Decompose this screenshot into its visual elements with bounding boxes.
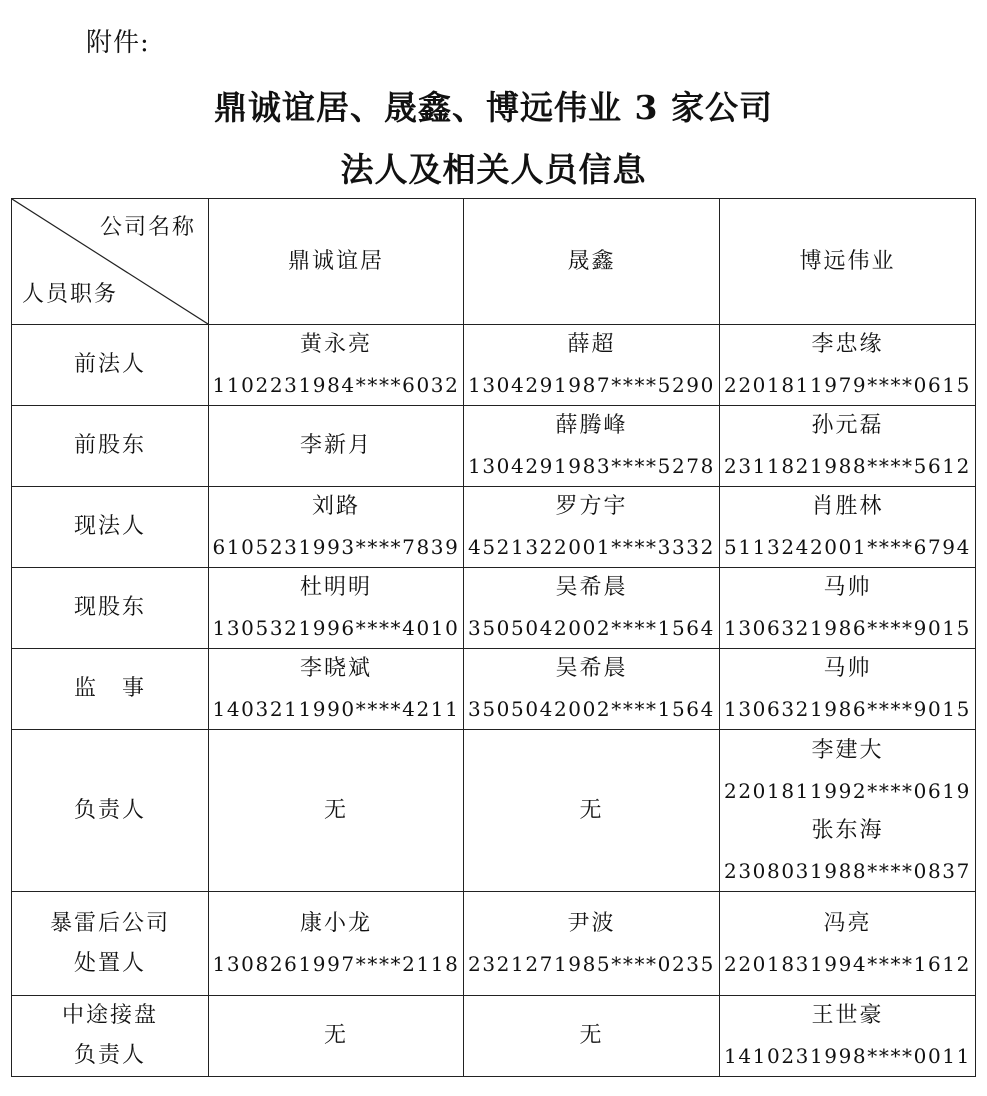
person-cell — [720, 649, 976, 730]
person-cell — [464, 406, 720, 487]
person-cell — [464, 325, 720, 406]
person-name: 罗方宇 — [555, 494, 628, 519]
person-cell — [209, 325, 464, 406]
person-cell — [209, 996, 464, 1077]
person-cell — [720, 406, 976, 487]
id-number: 4521322001****3332 — [468, 535, 715, 559]
role-label-line: 现法人 — [73, 514, 146, 539]
id-number: 1410231998****0011 — [724, 1044, 971, 1068]
id-number: 2201811979****0615 — [724, 373, 971, 397]
person-name: 吴希晨 — [555, 575, 628, 600]
table-row — [12, 325, 976, 406]
company-header-boyuan: 博远伟业 — [720, 199, 976, 325]
person-name: 康小龙 — [299, 910, 372, 936]
row-role-label — [12, 996, 209, 1077]
id-number: 1305321996****4010 — [212, 616, 460, 640]
id-number: 1304291983****5278 — [468, 454, 715, 478]
id-number: 2321271985****0235 — [468, 951, 715, 976]
person-cell — [209, 649, 464, 730]
person-cell — [720, 730, 976, 892]
table-row — [12, 730, 976, 892]
role-label-line: 负责人 — [73, 797, 146, 823]
id-number: 1308261997****2118 — [212, 951, 460, 976]
person-cell — [720, 568, 976, 649]
person-cell — [720, 487, 976, 568]
role-label-line: 中途接盘 — [61, 1003, 158, 1028]
id-number: 2311821988****5612 — [724, 454, 971, 478]
id-number: 1102231984****6032 — [212, 373, 460, 397]
table-row — [12, 649, 976, 730]
person-cell — [209, 487, 464, 568]
id-number: 6105231993****7839 — [212, 535, 460, 559]
personnel-role-header: 人员职务 — [22, 282, 119, 307]
person-name: 尹波 — [567, 910, 616, 936]
person-name: 黄永亮 — [299, 332, 372, 357]
id-number: 1306321986****9015 — [724, 616, 971, 640]
person-cell — [209, 568, 464, 649]
person-name: 张东海 — [811, 817, 884, 843]
row-role-label — [12, 487, 209, 568]
table-row — [12, 568, 976, 649]
person-name: 李晓斌 — [299, 656, 372, 681]
person-name: 王世豪 — [811, 1003, 884, 1028]
id-number: 1306321986****9015 — [724, 697, 971, 721]
table-row — [12, 487, 976, 568]
no-person-text: 李新月 — [299, 433, 372, 458]
person-cell — [209, 892, 464, 996]
person-name: 李忠缘 — [811, 332, 884, 357]
table-row — [12, 996, 976, 1077]
person-name: 冯亮 — [823, 910, 872, 936]
role-label-line: 处置人 — [73, 950, 146, 976]
id-number: 2308031988****0837 — [724, 858, 971, 883]
role-label-line: 暴雷后公司 — [49, 910, 170, 936]
id-number: 5113242001****6794 — [724, 535, 971, 559]
person-cell — [464, 996, 720, 1077]
table-row — [12, 406, 976, 487]
role-label-line: 现股东 — [73, 595, 146, 620]
row-role-label — [12, 325, 209, 406]
id-number: 1304291987****5290 — [468, 373, 715, 397]
role-label-line: 前股东 — [73, 433, 146, 458]
company-header-shengxin: 晟鑫 — [464, 199, 720, 325]
document-title-line-1: 鼎诚谊居、晟鑫、博远伟业 3 家公司 — [214, 88, 773, 127]
no-person-text: 无 — [323, 1023, 348, 1048]
person-name: 李建大 — [811, 737, 884, 763]
person-name: 薛腾峰 — [555, 413, 628, 438]
company-name-header: 公司名称 — [99, 215, 196, 240]
id-number: 1403211990****4211 — [212, 697, 460, 721]
role-label-line: 监 事 — [73, 676, 146, 701]
person-cell — [464, 487, 720, 568]
no-person-text: 无 — [323, 797, 348, 823]
no-person-text: 无 — [579, 797, 604, 823]
header-row — [12, 199, 976, 325]
person-cell — [209, 406, 464, 487]
person-name: 薛超 — [567, 332, 616, 357]
person-cell — [464, 730, 720, 892]
role-label-line: 前法人 — [73, 352, 146, 377]
person-name: 马帅 — [823, 575, 872, 600]
person-name: 杜明明 — [299, 575, 372, 600]
person-cell — [464, 649, 720, 730]
person-cell — [720, 996, 976, 1077]
id-number: 2201831994****1612 — [724, 951, 971, 976]
person-name: 马帅 — [823, 656, 872, 681]
personnel-info-table — [11, 198, 976, 1077]
person-cell — [720, 892, 976, 996]
corner-header-cell — [12, 199, 209, 325]
company-header-dingcheng: 鼎诚谊居 — [209, 199, 464, 325]
person-cell — [464, 568, 720, 649]
id-number: 3505042002****1564 — [468, 616, 715, 640]
no-person-text: 无 — [579, 1023, 604, 1048]
table-row — [12, 892, 976, 996]
row-role-label — [12, 649, 209, 730]
person-name: 刘路 — [311, 494, 360, 519]
row-role-label — [12, 568, 209, 649]
person-cell — [464, 892, 720, 996]
id-number: 3505042002****1564 — [468, 697, 715, 721]
person-name: 肖胜林 — [811, 494, 884, 519]
person-name: 吴希晨 — [555, 656, 628, 681]
row-role-label — [12, 406, 209, 487]
attachment-label: 附件: — [86, 28, 150, 58]
person-name: 孙元磊 — [811, 413, 884, 438]
person-cell — [720, 325, 976, 406]
document-title-line-2: 法人及相关人员信息 — [340, 150, 647, 189]
person-cell — [209, 730, 464, 892]
row-role-label — [12, 730, 209, 892]
id-number: 2201811992****0619 — [724, 778, 971, 803]
role-label-line: 负责人 — [73, 1043, 146, 1068]
row-role-label — [12, 892, 209, 996]
